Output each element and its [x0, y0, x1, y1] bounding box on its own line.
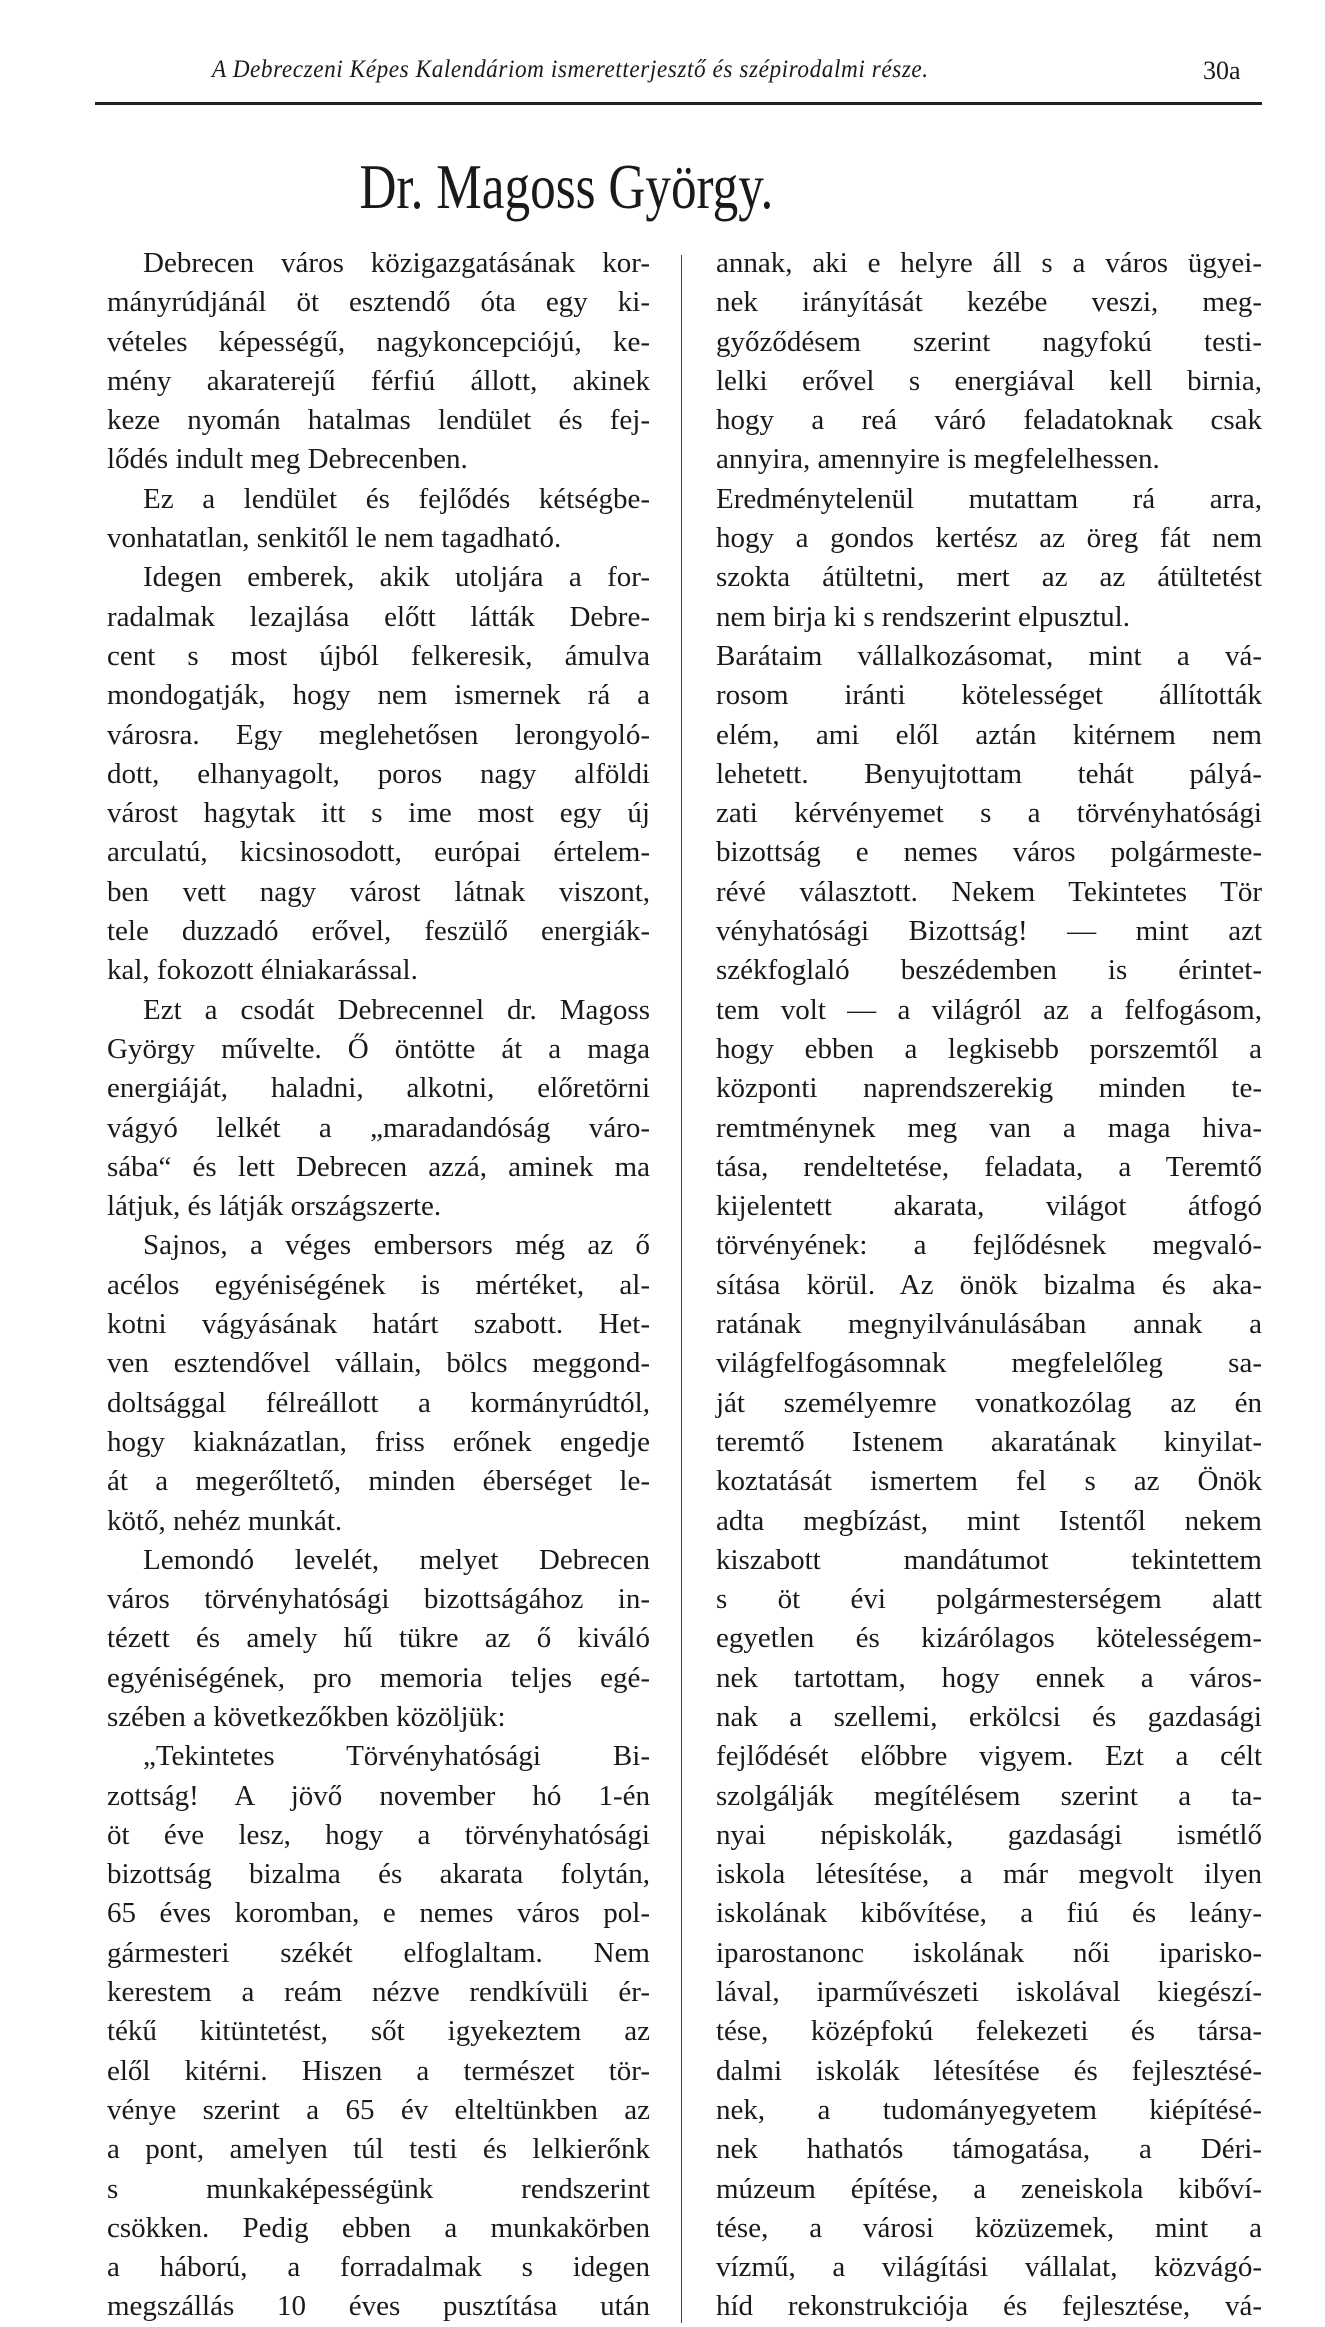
text-line: bizottság bizalma és akarata folytán,	[107, 1858, 650, 1891]
text-line: csökken. Pedig ebben a munkakörben	[107, 2211, 650, 2244]
text-line: dalmi iskolák létesítése és fejlesztésé-	[716, 2054, 1262, 2087]
running-header-title: A Debreczeni Képes Kalendáriom ismeretterjesztő és szépirodalmi része.	[212, 56, 929, 83]
text-line: Ez a lendület és fejlődés kétségbe-	[143, 482, 650, 515]
text-line: tása, rendeltetése, feladata, a Teremtő	[716, 1150, 1262, 1183]
text-line: nyai népiskolák, gazdasági ismétlő	[716, 1818, 1262, 1851]
text-line: hogy a reá váró feladatoknak csak	[716, 404, 1262, 437]
text-line: nek hathatós támogatása, a Déri-	[716, 2133, 1262, 2166]
text-line: keze nyomán hatalmas lendület és fej-	[107, 404, 650, 437]
text-line: hogy ebben a legkisebb porszemtől a	[716, 1032, 1262, 1065]
text-line: Lemondó levelét, melyet Debrecen	[143, 1543, 650, 1576]
text-line: kiszabott mandátumot tekintettem	[716, 1543, 1262, 1576]
text-line: a pont, amelyen túl testi és lelkierőnk	[107, 2133, 650, 2166]
text-line: öt éve lesz, hogy a törvényhatósági	[107, 1818, 650, 1851]
text-line: iskolának kibővítése, a fiú és leány-	[716, 1897, 1262, 1930]
text-line: várost hagytak itt s ime most egy új	[107, 797, 650, 830]
text-line: kijelentett akarata, világot átfogó	[716, 1190, 1262, 1223]
text-line: s öt évi polgármesterségem alatt	[716, 1583, 1262, 1616]
text-line: Idegen emberek, akik utoljára a for-	[143, 561, 650, 594]
text-line: fejlődését előbbre vigyem. Ezt a célt	[716, 1740, 1262, 1773]
text-line: megszállás 10 éves pusztítása után	[107, 2290, 650, 2323]
text-line: szokta átültetni, mert az az átültetést	[716, 561, 1262, 594]
text-line: zottság! A jövő november hó 1-én	[107, 1779, 650, 1812]
text-line: iparostanonc iskolának női iparisko-	[716, 1936, 1262, 1969]
text-line: vételes képességű, nagykoncepciójú, ke-	[107, 325, 650, 358]
text-line: győződésem szerint nagyfokú testi-	[716, 325, 1262, 358]
text-line: Debrecen város közigazgatásának kor-	[143, 247, 650, 279]
text-line: Ezt a csodát Debrecennel dr. Magoss	[143, 993, 650, 1026]
text-line: látjuk, és látják országszerte.	[107, 1190, 442, 1223]
text-line: tele duzzadó erővel, feszülő energiák-	[107, 915, 650, 948]
column-divider	[681, 255, 682, 2323]
text-line: ratának megnyilvánulásában annak a	[716, 1308, 1262, 1341]
text-line: mányrúdjánál öt esztendő óta egy ki-	[107, 286, 650, 319]
text-line: György művelte. Ő öntötte át a maga	[107, 1032, 650, 1065]
text-line: mény akaraterejű férfiú állott, akinek	[107, 364, 650, 397]
text-line: rosom iránti kötelességet állították	[716, 679, 1262, 712]
text-line: iskola létesítése, a már megvolt ilyen	[716, 1858, 1262, 1891]
text-line: lehetett. Benyujtottam tehát pályá-	[716, 757, 1262, 790]
text-line: város törvényhatósági bizottságához in-	[107, 1583, 650, 1616]
text-line: koztatását ismertem fel s az Önök	[716, 1465, 1262, 1498]
text-line: 65 éves koromban, e nemes város pol-	[107, 1897, 650, 1930]
text-line: kal, fokozott élniakarással.	[107, 954, 418, 987]
text-line: remtménynek meg van a maga hiva-	[716, 1111, 1262, 1144]
text-line: s munkaképességünk rendszerint	[107, 2172, 650, 2205]
text-line: lődés indult meg Debrecenben.	[107, 443, 468, 476]
text-line: Sajnos, a véges embersors még az ő	[143, 1229, 650, 1262]
text-line: cent s most újból felkeresik, ámulva	[107, 639, 650, 672]
text-line: kotni vágyásának határt szabott. Het-	[107, 1308, 650, 1341]
text-line: székfoglaló beszédemben is érintet-	[716, 954, 1262, 987]
text-line: tékű kitüntetést, sőt igyekeztem az	[107, 2015, 650, 2048]
text-line: vénye szerint a 65 év elteltünkben az	[107, 2093, 650, 2126]
left-column	[107, 244, 650, 2327]
text-line: nem birja ki s rendszerint elpusztul.	[716, 600, 1130, 633]
page-number: 30a	[1203, 56, 1241, 85]
text-line: mondogatják, hogy nem ismernek rá a	[107, 679, 650, 712]
text-line: szében a következőkben közöljük:	[107, 1700, 506, 1733]
text-line: energiáját, haladni, alkotni, előretörni	[107, 1072, 650, 1105]
text-line: annyira, amennyire is megfelelhessen.	[716, 443, 1160, 476]
text-line: Eredménytelenül mutattam rá arra,	[716, 482, 1262, 515]
text-line: egyéniségének, pro memoria teljes egé-	[107, 1661, 650, 1694]
text-line: zati kérvényemet s a törvényhatósági	[716, 797, 1262, 830]
text-line: nek irányítását kezébe veszi, meg-	[716, 286, 1262, 319]
text-line: dott, elhanyagolt, poros nagy alföldi	[107, 757, 650, 790]
text-line: vényhatósági Bizottság! — mint azt	[716, 915, 1262, 948]
text-line: ben vett nagy várost látnak viszont,	[107, 875, 650, 908]
text-line: bizottság e nemes város polgármeste-	[716, 836, 1262, 869]
article-title: Dr. Magoss György.	[359, 151, 774, 222]
text-line: arculatú, kicsinosodott, európai értelem-	[107, 836, 650, 869]
text-line: vonhatatlan, senkitől le nem tagadható.	[107, 522, 562, 555]
text-line: nek, a tudományegyetem kiépítésé-	[716, 2093, 1262, 2126]
text-line: teremtő Istenem akaratának kinyilat-	[716, 1425, 1262, 1458]
text-line: elől kitérni. Hiszen a természet tör-	[107, 2054, 650, 2087]
text-line: a háború, a forradalmak s idegen	[107, 2251, 650, 2284]
text-line: törvényének: a fejlődésnek megvaló-	[716, 1229, 1262, 1262]
text-line: lelki erővel s energiával kell birnia,	[716, 364, 1262, 397]
text-line: tése, a városi közüzemek, mint a	[716, 2211, 1262, 2244]
text-line: múzeum építése, a zeneiskola kibőví-	[716, 2172, 1262, 2205]
text-line: „Tekintetes Törvényhatósági Bi-	[143, 1740, 650, 1773]
text-line: gármesteri székét elfoglaltam. Nem	[107, 1936, 650, 1969]
text-line: hogy a gondos kertész az öreg fát nem	[716, 522, 1262, 555]
text-line: világfelfogásomnak megfelelőleg sa-	[716, 1347, 1262, 1380]
text-line: ven esztendővel vállain, bölcs meggond-	[107, 1347, 650, 1380]
text-line: révé választott. Nekem Tekintetes Tör	[716, 875, 1262, 908]
text-line: sítása körül. Az önök bizalma és aka-	[716, 1268, 1262, 1301]
text-line: híd rekonstrukciója és fejlesztése, vá-	[716, 2290, 1262, 2323]
text-line: kerestem a reám nézve rendkívüli ér-	[107, 1976, 650, 2009]
right-column	[716, 244, 1262, 2327]
text-line: doltsággal félreállott a kormányrúdtól,	[107, 1386, 650, 1419]
text-line: Barátaim vállalkozásomat, mint a vá-	[716, 639, 1262, 672]
text-line: vágyó lelkét a „maradandóság váro-	[107, 1111, 650, 1144]
text-line: sába“ és lett Debrecen azzá, aminek ma	[107, 1150, 650, 1183]
header-rule	[95, 102, 1262, 105]
text-line: tézett és amely hű tükre az ő kiváló	[107, 1622, 650, 1655]
text-line: egyetlen és kizárólagos kötelességem-	[716, 1622, 1262, 1655]
text-line: vízmű, a világítási vállalat, közvágó-	[716, 2251, 1262, 2284]
text-line: adta megbízást, mint Istentől nekem	[716, 1504, 1262, 1537]
text-line: központi naprendszerekig minden te-	[716, 1072, 1262, 1105]
text-line: radalmak lezajlása előtt látták Debre-	[107, 600, 650, 633]
text-line: városra. Egy meglehetősen lerongyoló-	[107, 718, 650, 751]
text-line: kötő, nehéz munkát.	[107, 1504, 343, 1537]
text-line: szolgálják megítélésem szerint a ta-	[716, 1779, 1262, 1812]
text-line: lával, iparművészeti iskolával kiegészí-	[716, 1976, 1262, 2009]
text-line: tem volt — a világról az a felfogásom,	[716, 993, 1262, 1026]
text-line: tése, középfokú felekezeti és társa-	[716, 2015, 1262, 2048]
text-line: acélos egyéniségének is mértéket, al-	[107, 1268, 650, 1301]
text-line: nak a szellemi, erkölcsi és gazdasági	[716, 1700, 1262, 1733]
text-line: annak, aki e helyre áll s a város ügyei-	[716, 247, 1262, 279]
text-line: át a megerőltető, minden éberséget le-	[107, 1465, 650, 1498]
text-line: elém, ami elől aztán kitérnem nem	[716, 718, 1262, 751]
text-line: hogy kiaknázatlan, friss erőnek engedje	[107, 1425, 650, 1458]
text-line: nek tartottam, hogy ennek a város-	[716, 1661, 1262, 1694]
text-line: ját személyemre vonatkozólag az én	[716, 1386, 1262, 1419]
